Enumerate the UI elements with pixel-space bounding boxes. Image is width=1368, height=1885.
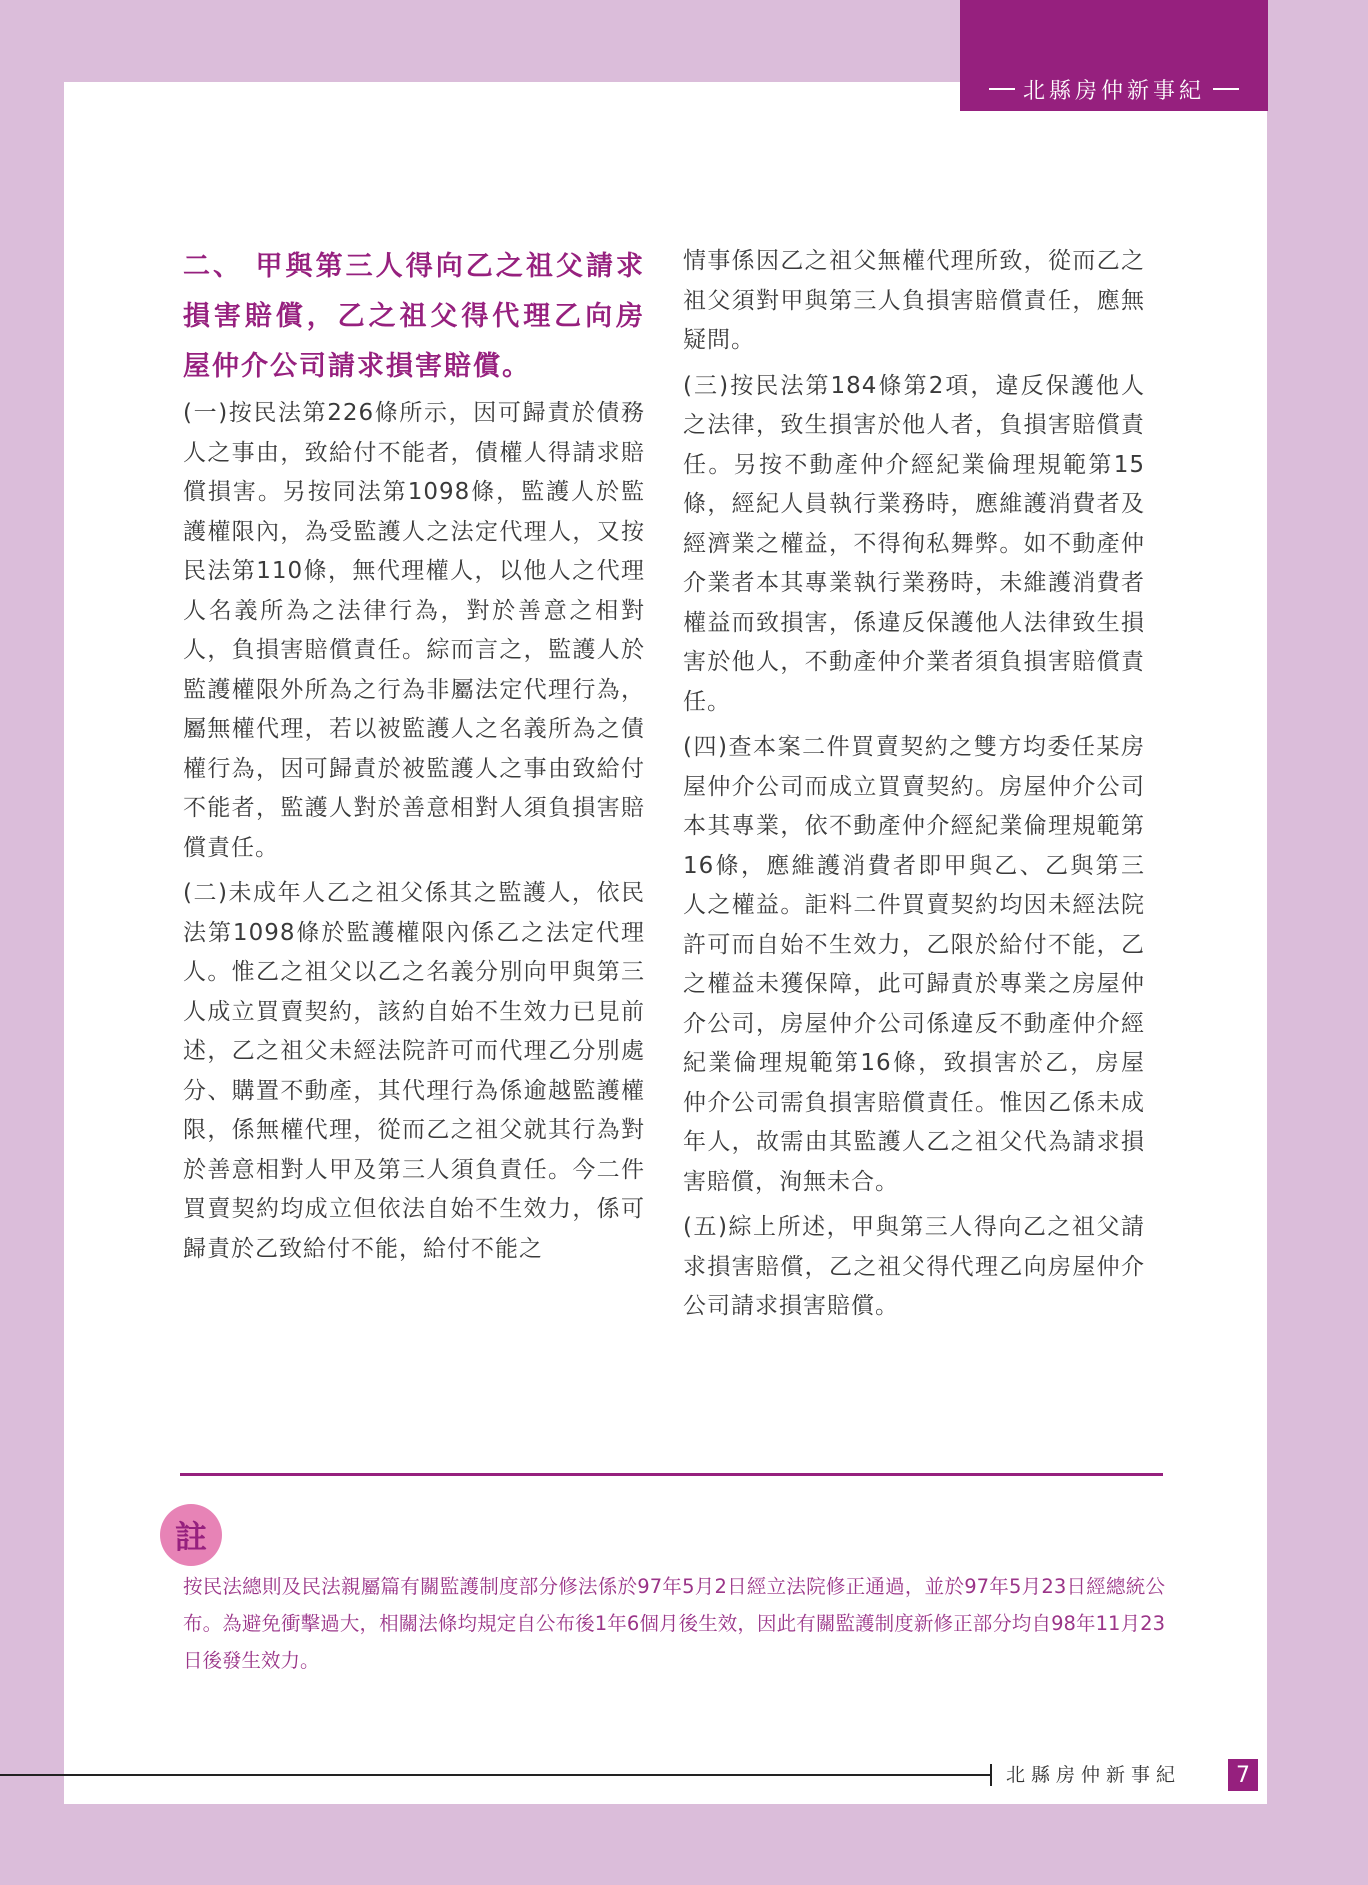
note-text: 按民法總則及民法親屬篇有關監護制度部分修法係於97年5月2日經立法院修正通過，並於97年5月23日經總統公布。為避免衝擊過大，相關法條均規定自公布後1年6個月後生效，因此有關監護制度新修正部分均自98年11月23日後發生效力。 [183, 1575, 1165, 1672]
left-column [183, 242, 645, 1275]
footer-rule [0, 1774, 990, 1776]
paragraph-1: (一)按民法第226條所示，因可歸責於債務人之事由，致給付不能者，債權人得請求賠償損害。另按同法第1098條，監護人於監護權限內，為受監護人之法定代理人，又按民法第110條，無代理權人，以他人之代理人名義所為之法律行為，對於善意之相對人，負損害賠償責任。綜而言之，監護人於監護權限外所為之行為非屬法定代理行為，屬無權代理，若以被監護人之名義所為之債權行為，因可歸責於被監護人之事由致給付不能者，監護人對於善意相對人須負損害賠償責任。 [183, 400, 645, 861]
paragraph-5: (五)綜上所述，甲與第三人得向乙之祖父請求損害賠償，乙之祖父得代理乙向房屋仲介公司請求損害賠償。 [683, 1214, 1145, 1319]
note-divider [180, 1473, 1163, 1476]
paragraph-2: (二)未成年人乙之祖父係其之監護人，依民法第1098條於監護權限內係乙之法定代理人。惟乙之祖父以乙之名義分別向甲與第三人成立買賣契約，該約自始不生效力已見前述，乙之祖父未經法院許可而代理乙分別處分、購置不動產，其代理行為係逾越監護權限，係無權代理，從而乙之祖父就其行為對於善意相對人甲及第三人須負責任。今二件買賣契約均成立但依法自始不生效力，係可歸責於乙致給付不能，給付不能之 [183, 880, 645, 1262]
header-dash-left [989, 88, 1015, 90]
paragraph-3: (三)按民法第184條第2項，違反保護他人之法律，致生損害於他人者，負損害賠償責任。另按不動產仲介經紀業倫理規範第15條，經紀人員執行業務時，應維護消費者及經濟業之權益，不得徇私舞弊。如不動產仲介業者本其專業執行業務時，未維護消費者權益而致損害，係違反保護他人法律致生損害於他人，不動產仲介業者須負損害賠償責任。 [683, 372, 1145, 715]
paragraph-4: (四)查本案二件買賣契約之雙方均委任某房屋仲介公司而成立買賣契約。房屋仲介公司本其專業，依不動產仲介經紀業倫理規範第16條，應維護消費者即甲與乙、乙與第三人之權益。詎料二件買賣契約均因未經法院許可而自始不生效力，乙限於給付不能，乙之權益未獲保障，此可歸責於專業之房屋仲介公司，房屋仲介公司係違反不動產仲介經紀業倫理規範第16條，致損害於乙，房屋仲介公司需負損害賠償責任。惟因乙係未成年人，故需由其監護人乙之祖父代為請求損害賠償，洵無未合。 [683, 734, 1145, 1195]
footer-rule-tick [990, 1764, 992, 1786]
footer-title: 北縣房仲新事紀 [1006, 1764, 1182, 1786]
page-number: 7 [1228, 1759, 1258, 1791]
header-dash-right [1213, 88, 1239, 90]
right-column [683, 242, 1145, 1333]
note-badge: 註 [160, 1504, 222, 1566]
header-banner [960, 72, 1268, 106]
paragraph-2-continued: 情事係因乙之祖父無權代理所致，從而乙之祖父須對甲與第三人負損害賠償責任，應無疑問。 [683, 248, 1145, 353]
section-title: 二、 甲與第三人得向乙之祖父請求損害賠償，乙之祖父得代理乙向房屋仲介公司請求損害賠償。 [183, 251, 645, 382]
header-title: 北縣房仲新事紀 [1022, 78, 1205, 104]
